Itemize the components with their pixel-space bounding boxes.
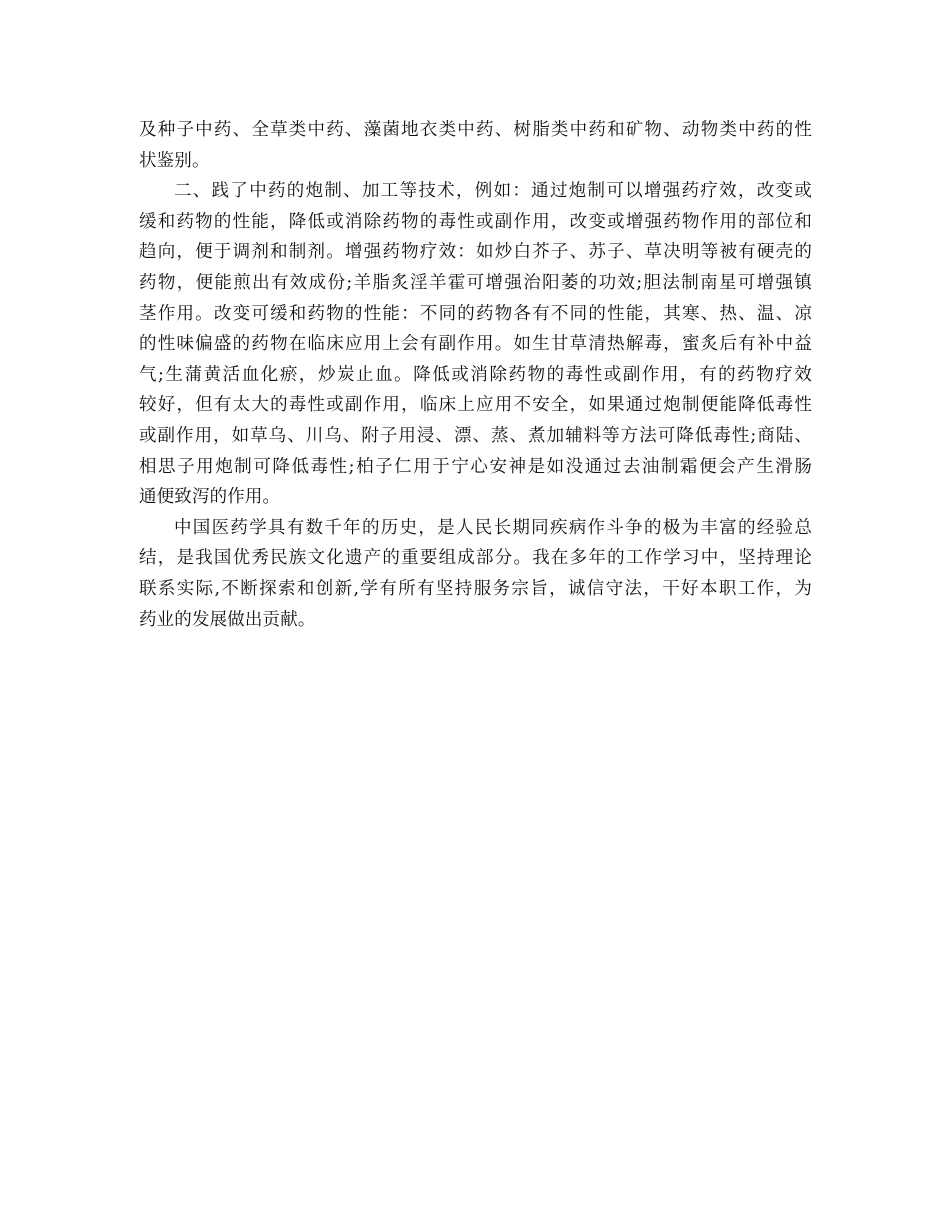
text-line: 药业的发展做出贡献。 (139, 609, 316, 630)
text-line: 二、践了中药的炮制、加工等技术，例如：通过炮制可以增强药疗效，改变或 (174, 181, 812, 202)
text-line: 缓和药物的性能，降低或消除药物的毒性或副作用，改变或增强药物作用的部位和 (139, 211, 812, 232)
text-line: 联系实际,不断探索和创新,学有所有坚持服务宗旨，诚信守法，干好本职工作，为 (139, 578, 812, 599)
text-line: 及种子中药、全草类中药、藻菌地衣类中药、树脂类中药和矿物、动物类中药的性 (139, 120, 812, 140)
text-line: 气;生蒲黄活血化瘀，炒炭止血。降低或消除药物的毒性或副作用，有的药物疗效 (139, 364, 812, 385)
text-line: 药物，便能煎出有效成份;羊脂炙淫羊霍可增强治阳萎的功效;胆法制南星可增强镇 (139, 272, 812, 293)
text-line: 较好，但有太大的毒性或副作用，临床上应用不安全，如果通过炮制便能降低毒性 (139, 395, 812, 416)
paragraph (139, 115, 812, 176)
text-line: 趋向，便于调剂和制剂。增强药物疗效：如炒白芥子、苏子、草决明等被有硬壳的 (139, 242, 812, 263)
paragraph (139, 513, 812, 635)
text-line: 状鉴别。 (139, 150, 210, 171)
paragraph (139, 176, 812, 513)
text-line: 茎作用。改变可缓和药物的性能：不同的药物各有不同的性能，其寒、热、温、凉 (139, 303, 812, 324)
text-line: 的性味偏盛的药物在临床应用上会有副作用。如生甘草清热解毒，蜜炙后有补中益 (139, 334, 812, 355)
text-line: 通便致泻的作用。 (139, 487, 281, 508)
text-line: 相思子用炮制可降低毒性;柏子仁用于宁心安神是如没通过去油制霜便会产生滑肠 (139, 456, 812, 477)
text-line: 结，是我国优秀民族文化遗产的重要组成部分。我在多年的工作学习中，坚持理论 (139, 548, 812, 569)
text-line: 或副作用，如草乌、川乌、附子用浸、漂、蒸、煮加辅料等方法可降低毒性;商陆、 (139, 425, 812, 446)
text-line: 中国医药学具有数千年的历史，是人民长期同疾病作斗争的极为丰富的经验总 (174, 517, 812, 538)
document-body (139, 115, 812, 635)
